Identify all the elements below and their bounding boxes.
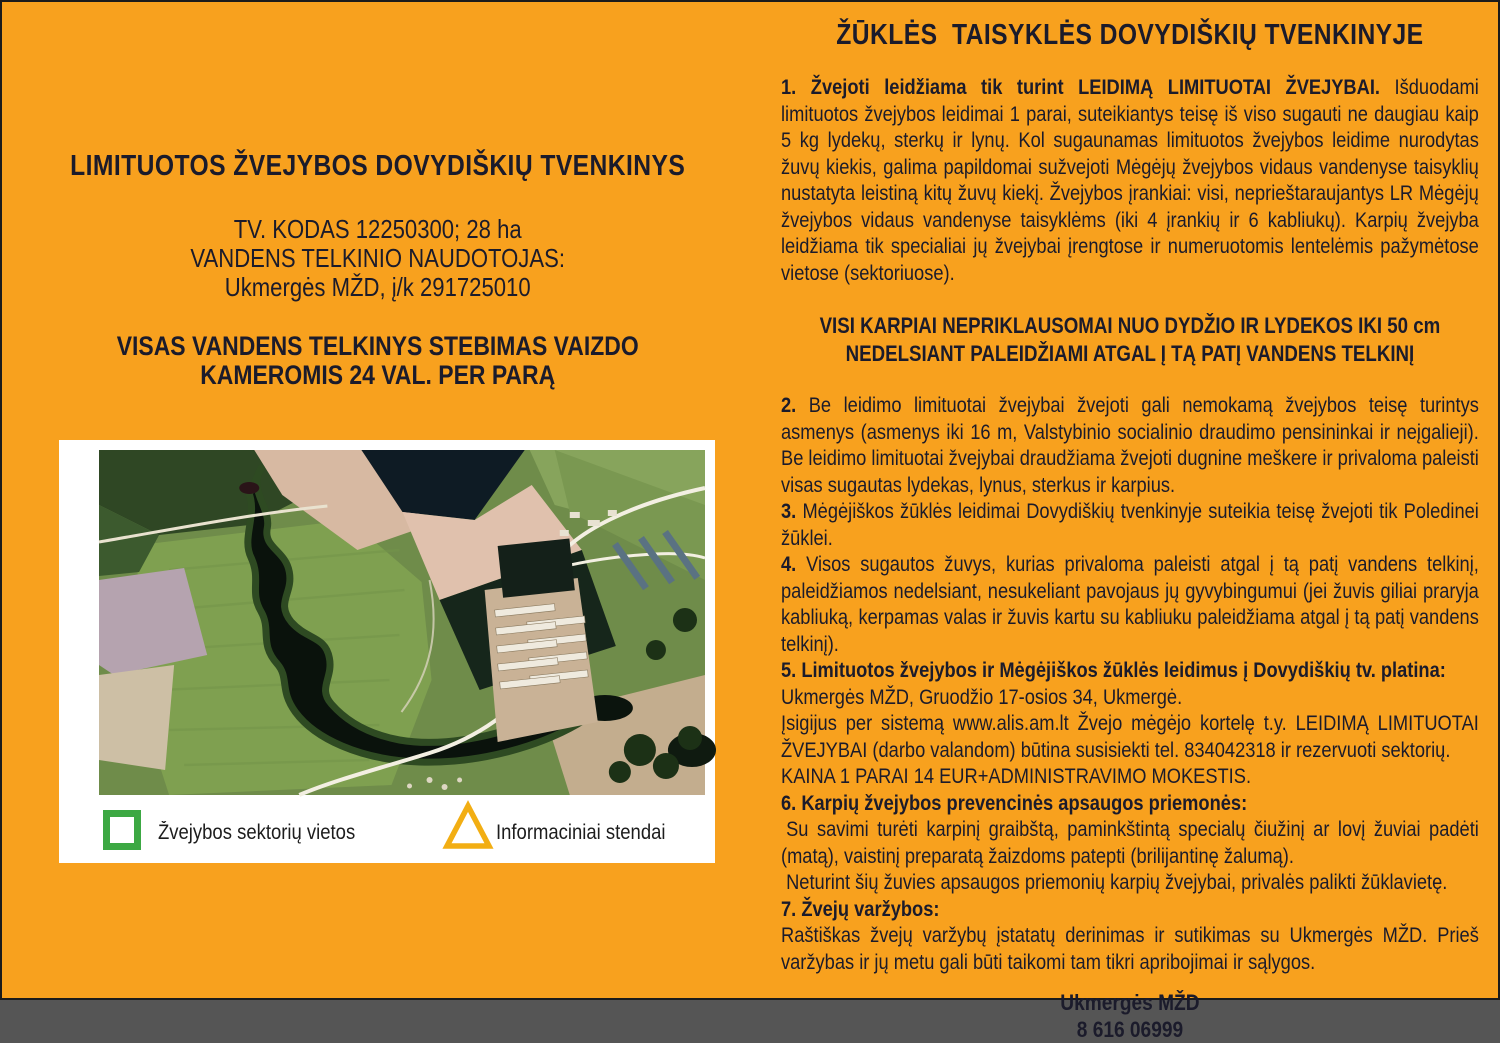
contact-phone: 8 616 06999 [1076,1017,1184,1042]
rule-1: 1. Žvejoti leidžiama tik turint LEIDIMĄ LIMITUOTAI ŽVEJYBAI. Išduodami limituotos žvejybos leidimai 1 parai, suteikiantys teisę iš viso sugauti ne daugiau kaip 5 kg lydekų, sterkų ir lynų. Kol sugaunamas limituotos žvejybos leidime nurodytas žuvų kiekis, galima papildomai sužvejoti Mėgėjų žvejybos vidaus vandenyse taisyklių nustatyta leistiną kitų žuvų kiekį. Žvejybos įrankiai: visi, neprieštaraujantys LR Mėgėjų žvejybos vidaus vandenyse taisyklėms (iki 4 įrankių ir 6 kabliukų). Karpių žvejyba leidžiama tik specialiai jų žvejybai įrengtose ir numeruotomis lentelėmis pažymėtose vietose (sektoriuose). [781,75,1479,285]
map-panel [59,440,715,863]
rule-5-address: Ukmergės MŽD, Gruodžio 17-osios 34, Ukmergė. [781,684,1183,709]
left-column [2,2,753,390]
surveillance-notice: VISAS VANDENS TELKINYS STEBIMAS VAIZDO KAMEROMIS 24 VAL. PER PARĄ [116,331,639,390]
contact-name: Ukmergės MŽD [1060,990,1200,1015]
satellite-photo [99,450,705,795]
rules-column [781,2,1479,1043]
rule-6-penalty: Neturint šių žuvies apsaugos priemonių karpių žvejybai, privalės palikti žūklavietę. [786,870,1448,894]
rule-7-lead: 7. Žvejų varžybos: [781,896,940,921]
rules-title: ŽŪKLĖS TAISYKLĖS DOVYDIŠKIŲ TVENKINYJE [836,19,1424,51]
contact-footer [781,989,1479,1043]
rule-6-equipment: Su savimi turėti karpinį graibštą, paminkštintą specialų čiužinį ar lovį žuviai padėti (matą), vaistinį preparatą žaizdoms patepti (brilijantinę žalumą). [781,817,1479,868]
pond-user-value: Ukmergės MŽD, į/k 291725010 [224,272,531,302]
rule-3: 3. Mėgėjiškos žūklės leidimai Dovydiškių tvenkinyje suteikia teisę žvejoti tik Poledinei žūklei. [781,499,1479,550]
pond-user-label: VANDENS TELKINIO NAUDOTOJAS: [190,243,565,273]
info-stand-triangle-icon [443,802,493,850]
rule-2: 2. Be leidimo limituotai žvejybai žvejoti gali nemokamą žvejybos teisę turintys asmenys (asmenys iki 16 m, Valstybinio socialinio draudimo pensininkai ir neįgalieji). Be leidimo limituotai žvejybai draudžiama žvejoti dugnine meškere ir privaloma paleisti visas sugautas lydekas, lynus, sterkus ir karpius. [781,393,1479,497]
carp-release-callout: VISI KARPIAI NEPRIKLAUSOMAI NUO DYDŽIO IR LYDEKOS IKI 50 cm NEDELSIANT PALEIDŽIAMI ATGAL Į TĄ PATĮ VANDENS TELKINĮ [819,313,1441,366]
rule-4: 4. Visos sugautos žuvys, kurias privaloma paleisti atgal į tą patį vandens telkinį, paleidžiamos nedelsiant, nesukeliant pavojaus jų gyvybingumui (jei žuvis giliai praryja kabliuką, kerpamas valas ir žuvis kartu su kabliuku paleidžiama atgal į tą patį vandens telkinį). [781,552,1479,656]
pond-code-line: TV. KODAS 12250300; 28 ha [233,214,522,244]
pond-title: LIMITUOTOS ŽVEJYBOS DOVYDIŠKIŲ TVENKINYS [70,150,686,182]
rule-5-price: KAINA 1 PARAI 14 EUR+ADMINISTRAVIMO MOKESTIS. [781,764,1252,788]
legend-stands-label: Informaciniai stendai [496,821,666,844]
fishing-sector-square-icon [103,810,141,850]
rule-6-lead: 6. Karpių žvejybos prevencinės apsaugos priemonės: [781,790,1248,815]
pond-info [2,215,753,302]
legend-sectors-label: Žvejybos sektorių vietos [158,821,356,844]
rule-7-text: Raštiškas žvejų varžybų įstatatų derinimas ir sutikimas su Ukmergės MŽD. Prieš varžybas ir jų metu gali būti taikomi tam tikri apribojimai ir sąlygos. [781,923,1479,974]
rules-block [781,392,1479,975]
rule-5-alis: Įsigijus per sistemą www.alis.am.lt Žvejo mėgėjo kortelę t.y. LEIDIMĄ LIMITUOTAI ŽVEJYBAI (darbo valandom) būtina susisiekti tel. 834042318 ir rezervuoti sektorių. [781,711,1479,762]
rule-5-lead: 5. Limituotos žvejybos ir Mėgėjiškos žūklės leidimus į Dovydiškių tv. platina: [781,658,1446,682]
